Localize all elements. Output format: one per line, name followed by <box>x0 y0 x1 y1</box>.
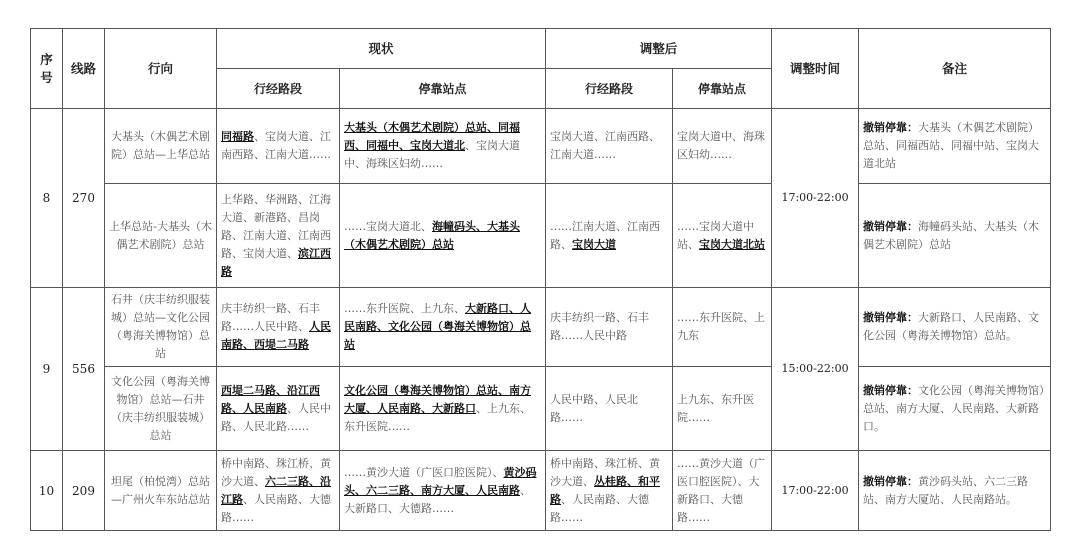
remarks-text: 黄沙码头站、六二三路站、南方大厦站、人民南路站。 <box>863 474 1029 506</box>
changed-segment: 大基头（木偶艺术剧院）总站、同福西、同福中、宝岗大道北 <box>344 121 520 152</box>
remarks-text: 大新路口、人民南路、文化公园（粤海关博物馆）总站。 <box>863 311 1040 342</box>
text-segment: ……黄沙大道（广医口腔医院）、大新路口、大德路…… <box>677 456 766 524</box>
header-adj-stops: 停靠站点 <box>673 69 772 109</box>
remarks-cell <box>859 367 1051 451</box>
changed-segment: 滨江西路 <box>221 246 331 278</box>
text-segment: ……宝岗大道中站、 <box>677 219 755 251</box>
cur-route-cell <box>217 109 340 184</box>
header-adj-route: 行经路段 <box>546 69 673 109</box>
text-segment: 宝岗大道中、海珠区妇幼…… <box>677 130 766 161</box>
text-segment: 、人民南路、大德路…… <box>550 492 650 524</box>
text-segment: ……江南大道、江南西路、 <box>550 219 661 251</box>
changed-segment: 丛桂路、和平路 <box>550 474 661 506</box>
remarks-text: 文化公园（粤海关博物馆）总站、南方大厦、人民南路、大新路口。 <box>863 383 1045 433</box>
header-direction: 行向 <box>105 29 217 109</box>
header-seq: 序号 <box>31 29 63 109</box>
changed-segment: 西堤二马路、沿江西路、人民南路 <box>221 383 320 415</box>
cur-stops-cell <box>340 288 546 367</box>
remarks-label: 撤销停靠： <box>863 219 919 233</box>
text-segment: ……东升医院、上九东、 <box>344 302 465 315</box>
time-cell: 17:00-22:00 <box>772 451 859 531</box>
adj-stops-cell <box>673 109 772 184</box>
cur-stops-cell <box>340 184 546 288</box>
text-segment: 人民中路、人民北路…… <box>550 392 639 424</box>
text-segment: 、大新路口、大德路…… <box>344 483 531 515</box>
remarks-label: 撤销停靠： <box>863 474 919 488</box>
text-segment: 、人民南路、大德路…… <box>221 492 331 524</box>
text-segment: ……东升医院、上九东 <box>677 311 766 342</box>
header-time: 调整时间 <box>772 29 859 109</box>
text-segment: ……宝岗大道北、 <box>344 219 432 233</box>
remarks-label: 撤销停靠： <box>863 311 919 324</box>
header-adjusted: 调整后 <box>546 29 772 69</box>
remarks-label: 撤销停靠： <box>863 121 919 134</box>
adj-route-cell <box>546 109 673 184</box>
direction-cell: 文化公园（粤海关博物馆）总站—石井（庆丰纺织服装城）总站 <box>105 367 217 451</box>
text-segment: 桥中南路、珠江桥、黄沙大道、 <box>221 456 331 488</box>
direction-cell: 坦尾（柏悦湾）总站—广州火车东站总站 <box>105 451 217 531</box>
text-segment: 庆丰纺织一路、石丰路……人民中路、 <box>221 302 320 333</box>
changed-segment: 宝岗大道北站 <box>699 237 766 251</box>
remarks-cell <box>859 184 1051 288</box>
text-segment: 、宝岗大道中、海珠区妇幼…… <box>344 139 520 170</box>
remarks-label: 撤销停靠： <box>863 383 919 397</box>
adj-route-cell <box>546 451 673 531</box>
text-segment: 上华路、华洲路、江海大道、新港路、昌岗路、江南大道、江南西路、宝岗大道、 <box>221 192 331 260</box>
direction-cell: 大基头（木偶艺术剧院）总站—上华总站 <box>105 109 217 184</box>
text-segment: 、人民中路、人民北路…… <box>221 401 331 433</box>
header-line: 线路 <box>63 29 105 109</box>
remarks-text: 大基头（木偶艺术剧院）总站、同福西站、同福中站、宝岗大道北站 <box>863 121 1040 170</box>
line-cell: 270 <box>63 109 105 288</box>
text-segment: 宝岗大道、江南西路、江南大道…… <box>550 130 661 161</box>
table-row <box>31 288 1051 367</box>
time-cell: 15:00-22:00 <box>772 288 859 451</box>
text-segment: ……黄沙大道（广医口腔医院）、 <box>344 465 504 479</box>
cur-stops-cell <box>340 109 546 184</box>
direction-cell: 上华总站-大基头（木偶艺术剧院）总站 <box>105 184 217 288</box>
cur-route-cell <box>217 367 340 451</box>
header-cur-route: 行经路段 <box>217 69 340 109</box>
text-segment: 桥中南路、珠江桥、黄沙大道、 <box>550 456 661 488</box>
header-cur-stops: 停靠站点 <box>340 69 546 109</box>
cur-stops-cell <box>340 367 546 451</box>
changed-segment: 六二三路、沿江路 <box>221 474 331 506</box>
text-segment: 庆丰纺织一路、石丰路……人民中路 <box>550 311 650 342</box>
seq-cell: 8 <box>31 109 63 288</box>
seq-cell: 10 <box>31 451 63 531</box>
table-row <box>31 109 1051 184</box>
remarks-cell <box>859 109 1051 184</box>
table-row <box>31 451 1051 531</box>
adj-route-cell <box>546 184 673 288</box>
table-row <box>31 184 1051 288</box>
direction-cell: 石井（庆丰纺织服装城）总站—文化公园（粤海关博物馆）总站 <box>105 288 217 367</box>
changed-segment: 大新路口、人民南路、文化公园（粤海关博物馆）总站 <box>344 302 531 351</box>
line-cell: 209 <box>63 451 105 531</box>
adj-stops-cell <box>673 288 772 367</box>
time-cell: 17:00-22:00 <box>772 109 859 288</box>
cur-route-cell <box>217 288 340 367</box>
header-remarks: 备注 <box>859 29 1051 109</box>
remarks-text: 海幢码头站、大基头（木偶艺术剧院）总站 <box>863 219 1040 251</box>
cur-route-cell <box>217 451 340 531</box>
cur-route-cell <box>217 184 340 288</box>
line-cell: 556 <box>63 288 105 451</box>
changed-segment: 黄沙码头、六二三路、南方大厦、人民南路 <box>344 465 537 497</box>
changed-segment: 同福路 <box>221 130 254 143</box>
text-segment: 、宝岗大道、江南西路、江南大道…… <box>221 130 331 161</box>
text-segment: 上九东、东升医院…… <box>677 392 755 424</box>
changed-segment: 宝岗大道 <box>572 237 617 251</box>
remarks-cell <box>859 288 1051 367</box>
adj-stops-cell <box>673 184 772 288</box>
adj-route-cell <box>546 288 673 367</box>
bus-adjustment-table <box>30 28 1051 531</box>
changed-segment: 人民南路、西堤二马路 <box>221 320 331 351</box>
text-segment: 、上九东、东升医院…… <box>344 401 531 433</box>
adj-stops-cell <box>673 367 772 451</box>
header-current: 现状 <box>217 29 546 69</box>
cur-stops-cell <box>340 451 546 531</box>
seq-cell: 9 <box>31 288 63 451</box>
remarks-cell <box>859 451 1051 531</box>
changed-segment: 海幢码头、大基头（木偶艺术剧院）总站 <box>344 219 520 251</box>
changed-segment: 文化公园（粤海关博物馆）总站、南方大厦、人民南路、大新路口 <box>344 383 531 415</box>
table-row <box>31 367 1051 451</box>
adj-stops-cell <box>673 451 772 531</box>
adj-route-cell <box>546 367 673 451</box>
